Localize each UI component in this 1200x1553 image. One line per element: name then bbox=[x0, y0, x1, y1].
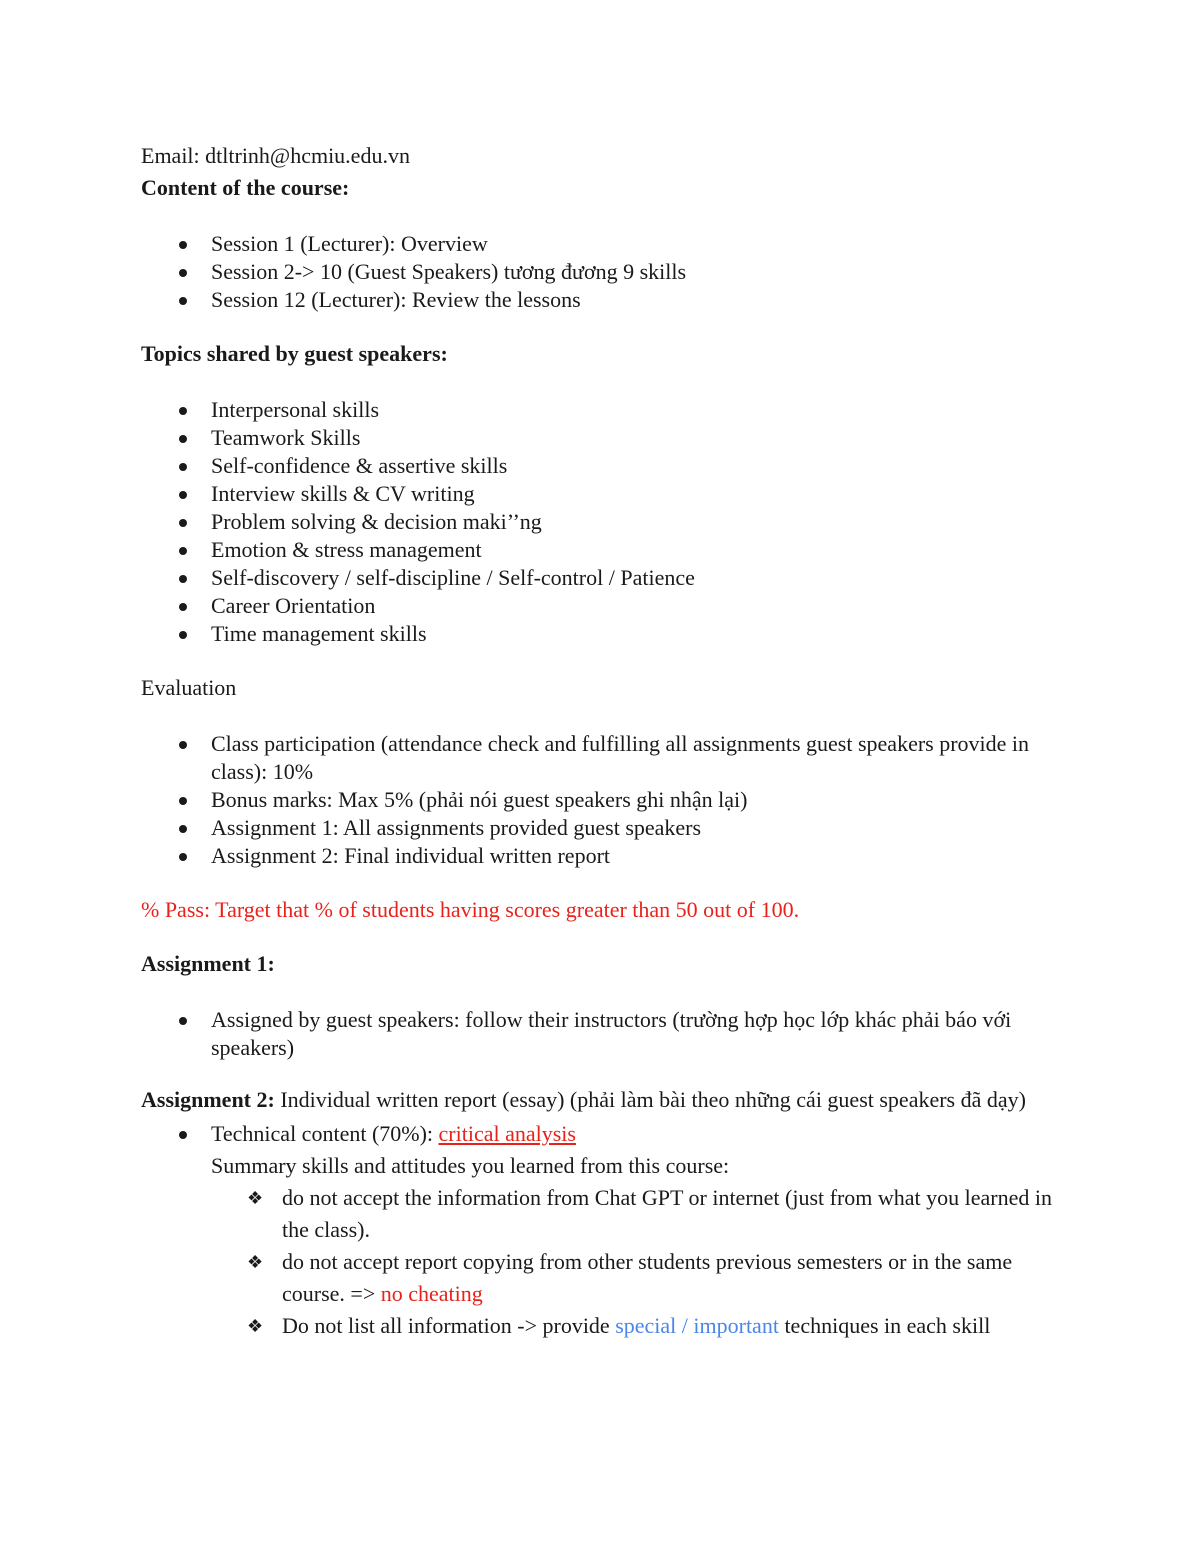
bullet-icon bbox=[179, 435, 187, 443]
summary-line: Summary skills and attitudes you learned from this course: bbox=[211, 1153, 730, 1178]
assignment1-heading: Assignment 1: bbox=[141, 951, 275, 976]
list-item bbox=[141, 1118, 1061, 1182]
assignment2-heading-line bbox=[141, 1084, 1061, 1116]
diamond-bullet-icon: ❖ bbox=[247, 1188, 264, 1208]
rules-list bbox=[141, 1182, 1061, 1342]
special-important-highlight: special / important bbox=[615, 1313, 779, 1338]
list-item: Self-discovery / self-discipline / Self-control / Patience bbox=[141, 564, 1061, 592]
list-item: Assignment 2: Final individual written report bbox=[141, 842, 1061, 870]
bullet-icon bbox=[179, 269, 187, 277]
technical-content-label: Technical content (70%): bbox=[211, 1121, 439, 1146]
list-item: Emotion & stress management bbox=[141, 536, 1061, 564]
list-item: Time management skills bbox=[141, 620, 1061, 648]
pass-note: % Pass: Target that % of students having scores greater than 50 out of 100. bbox=[141, 897, 800, 922]
topics-list bbox=[141, 396, 1061, 648]
bullet-icon bbox=[179, 797, 187, 805]
list-item: Assignment 1: All assignments provided guest speakers bbox=[141, 814, 1061, 842]
list-item: Class participation (attendance check and fulfilling all assignments guest speakers provide in class): 10% bbox=[141, 730, 1061, 786]
bullet-icon bbox=[179, 1017, 187, 1025]
critical-analysis-link[interactable]: critical analysis bbox=[438, 1121, 576, 1146]
list-item: Interpersonal skills bbox=[141, 396, 1061, 424]
bullet-icon bbox=[179, 297, 187, 305]
bullet-icon bbox=[179, 547, 187, 555]
assignment2-heading: Assignment 2: bbox=[141, 1087, 275, 1112]
list-item: ❖ do not accept the information from Chat GPT or internet (just from what you learned in the class). bbox=[141, 1182, 1061, 1246]
list-item: Session 1 (Lecturer): Overview bbox=[141, 230, 1061, 258]
assignment2-description: Individual written report (essay) (phải làm bài theo những cái guest speakers đã dạy) bbox=[274, 1087, 1026, 1112]
evaluation-list bbox=[141, 730, 1061, 870]
bullet-icon bbox=[179, 603, 187, 611]
bullet-icon bbox=[179, 1131, 187, 1139]
diamond-bullet-icon: ❖ bbox=[247, 1316, 264, 1336]
bullet-icon bbox=[179, 825, 187, 833]
topics-heading: Topics shared by guest speakers: bbox=[141, 341, 448, 366]
bullet-icon bbox=[179, 631, 187, 639]
bullet-icon bbox=[179, 575, 187, 583]
bullet-icon bbox=[179, 463, 187, 471]
list-item: Session 12 (Lecturer): Review the lessons bbox=[141, 286, 1061, 314]
list-item: Career Orientation bbox=[141, 592, 1061, 620]
email-line: Email: dtltrinh@hcmiu.edu.vn bbox=[141, 143, 410, 168]
bullet-icon bbox=[179, 407, 187, 415]
list-item: Interview skills & CV writing bbox=[141, 480, 1061, 508]
bullet-icon bbox=[179, 519, 187, 527]
bullet-icon bbox=[179, 241, 187, 249]
content-heading: Content of the course: bbox=[141, 175, 350, 200]
no-cheating-highlight: no cheating bbox=[380, 1281, 483, 1306]
list-item: Teamwork Skills bbox=[141, 424, 1061, 452]
list-item: Self-confidence & assertive skills bbox=[141, 452, 1061, 480]
sessions-list bbox=[141, 230, 1061, 314]
evaluation-heading: Evaluation bbox=[141, 675, 237, 700]
bullet-icon bbox=[179, 491, 187, 499]
document-page bbox=[141, 140, 1061, 1342]
assignment2-list bbox=[141, 1118, 1061, 1182]
list-item: Bonus marks: Max 5% (phải nói guest speakers ghi nhận lại) bbox=[141, 786, 1061, 814]
bullet-icon bbox=[179, 741, 187, 749]
list-item: ❖ Do not list all information -> provide special / important techniques in each skill bbox=[141, 1310, 1061, 1342]
list-item: Assigned by guest speakers: follow their instructors (trường hợp học lớp khác phải báo với speakers) bbox=[141, 1006, 1061, 1062]
list-item: Problem solving & decision maki’’ng bbox=[141, 508, 1061, 536]
bullet-icon bbox=[179, 853, 187, 861]
list-item: ❖ do not accept report copying from other students previous semesters or in the same course. => no cheating bbox=[141, 1246, 1061, 1310]
diamond-bullet-icon: ❖ bbox=[247, 1252, 264, 1272]
list-item: Session 2-> 10 (Guest Speakers) tương đương 9 skills bbox=[141, 258, 1061, 286]
assignment1-list bbox=[141, 1006, 1061, 1062]
